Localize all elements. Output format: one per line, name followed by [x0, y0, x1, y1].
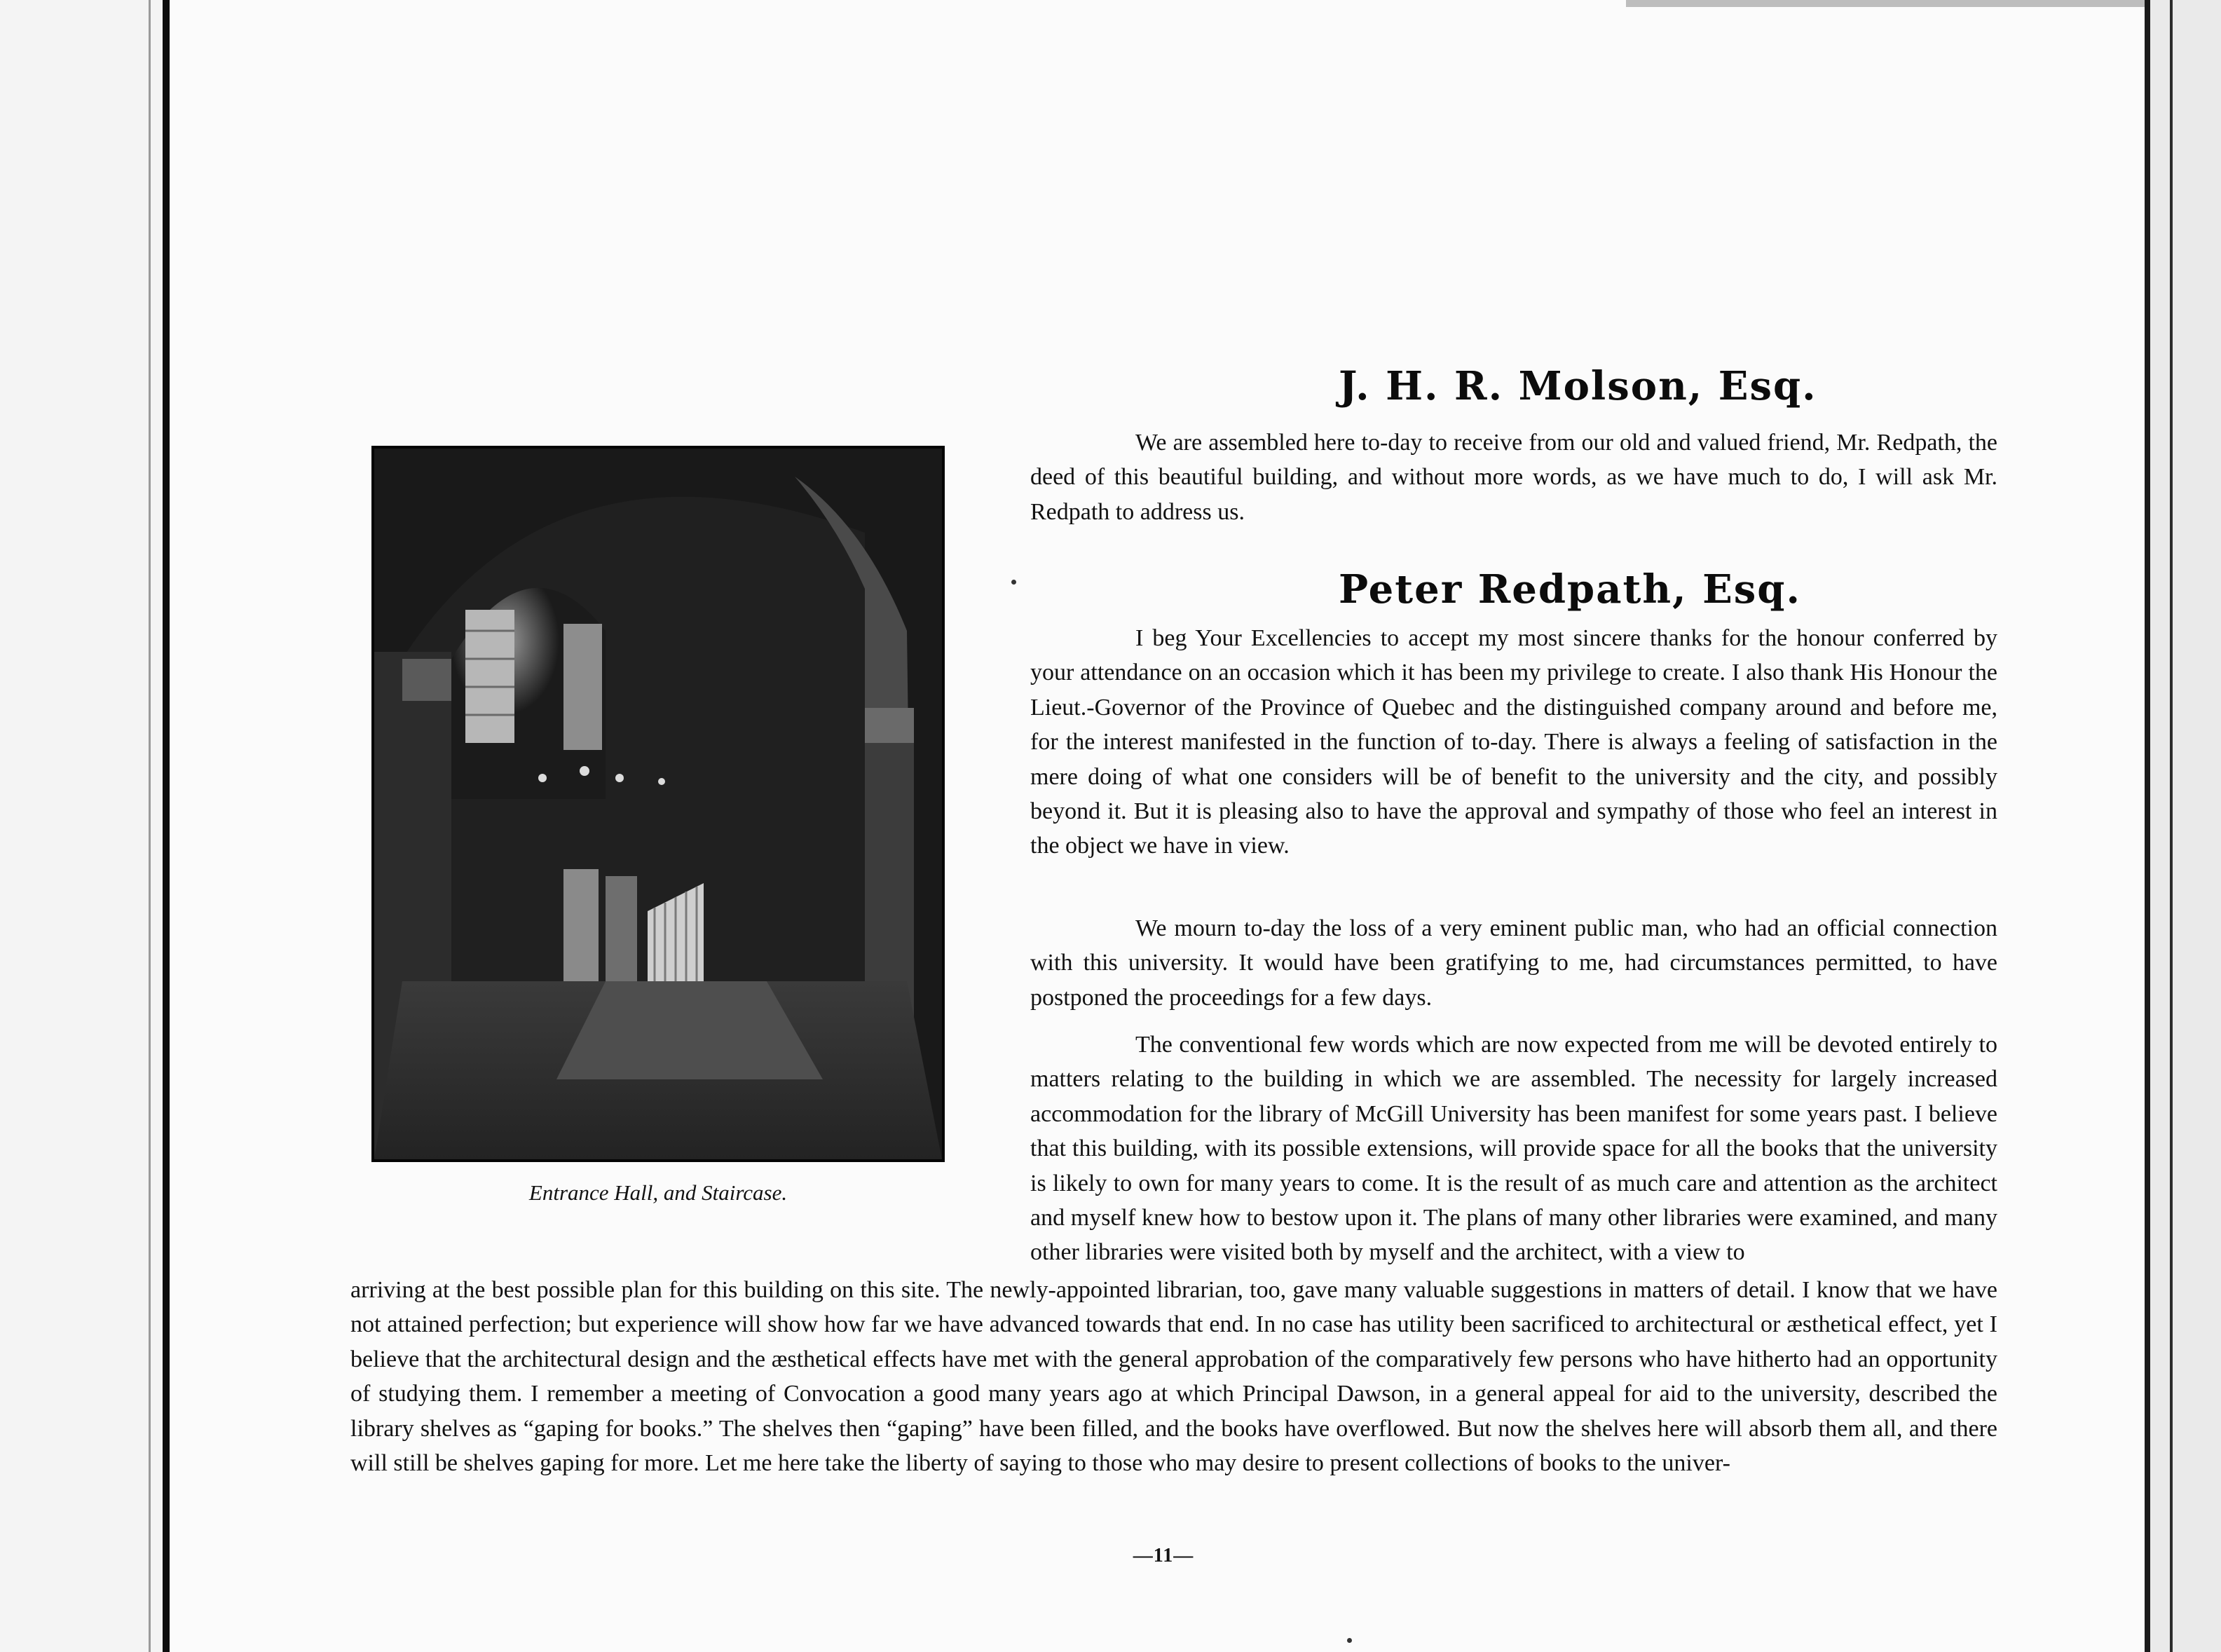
molson-paragraph: We are assembled here to-day to receive from our old and valued friend, Mr. Redpath, the deed of this beautiful building, and without more words, as we have much to do, I will ask Mr. Redpath to address us. — [1030, 430, 1997, 525]
scan-speck — [1011, 580, 1016, 585]
right-margin-strip — [2150, 0, 2221, 1652]
heading-molson: J. H. R. Molson, Esq. — [1339, 363, 1817, 409]
binding-shadow — [149, 0, 151, 1652]
redpath-paragraph-3-narrow: The conventional few words which are now expected from me will be devoted entirely to matters relating to the building in which we are assembled. The necessity for largely increased accommodation for the library of McGill University has been manifest for some years past. I believe that this building, with its possible extensions, will provide space for all the books that the university is likely to own for many years to come. It is the result of as much care and attention as the architect and myself knew how to bestow upon it. The plans of many other libraries were examined, and many other libraries were visited both by myself and the architect, with a view to — [1030, 1032, 1997, 1266]
entrance-hall-photo — [371, 446, 945, 1162]
redpath-paragraph-3-wide: arriving at the best possible plan for this building on this site. The newly-appointed librarian, too, gave many valuable suggestions in matters of detail. I know that we have not attained perfection; but experience will show how far we have advanced towards that end. In no case has utility been sacrificed to architectural or æsthetical effect, yet I believe that the architectural design and the æsthetical effects have met with the general approbation of the comparatively few persons who have hitherto had an opportunity of studying them. I remember a meeting of Convocation a good many years ago at which Principal Dawson, in a general appeal for aid to the university, described the library shelves as “gaping for books.” The shelves then “gaping” have been filled, and the books have overflowed. But now the shelves here will absorb them all, and there will still be shelves gaping for more. Let me here take the liberty of saying to those who may desire to present collections of books to the univer- — [350, 1277, 1997, 1477]
page-number: —11— — [1133, 1545, 1194, 1566]
top-edge-shadow — [1626, 0, 2148, 7]
right-binding-line — [2170, 0, 2173, 1652]
right-page-edge — [2145, 0, 2150, 1652]
photo-caption: Entrance Hall, and Staircase. — [528, 1180, 788, 1205]
heading-redpath: Peter Redpath, Esq. — [1339, 566, 1801, 613]
binding-edge — [163, 0, 170, 1652]
redpath-paragraph-2: We mourn to-day the loss of a very eminent public man, who had an official connection with this university. It would have been gratifying to me, had circumstances permitted, to have postponed the proceedings for a few days. — [1030, 915, 1997, 1011]
left-margin-strip — [0, 0, 167, 1652]
scan-speck — [1347, 1638, 1352, 1643]
redpath-paragraph-1: I beg Your Excellencies to accept my most sincere thanks for the honour conferred by your attendance on an occasion which it has been my privilege to create. I also thank His Honour the Lieut.-Governor of the Province of Quebec and the distinguished company around and before me, for the interest manifested in the function of to-day. There is always a feeling of satisfaction in the mere doing of what one considers will be of benefit to the university and the city, and possibly beyond it. But it is pleasing also to have the approval and sympathy of those who feel an interest in the object we have in view. — [1030, 625, 1997, 859]
